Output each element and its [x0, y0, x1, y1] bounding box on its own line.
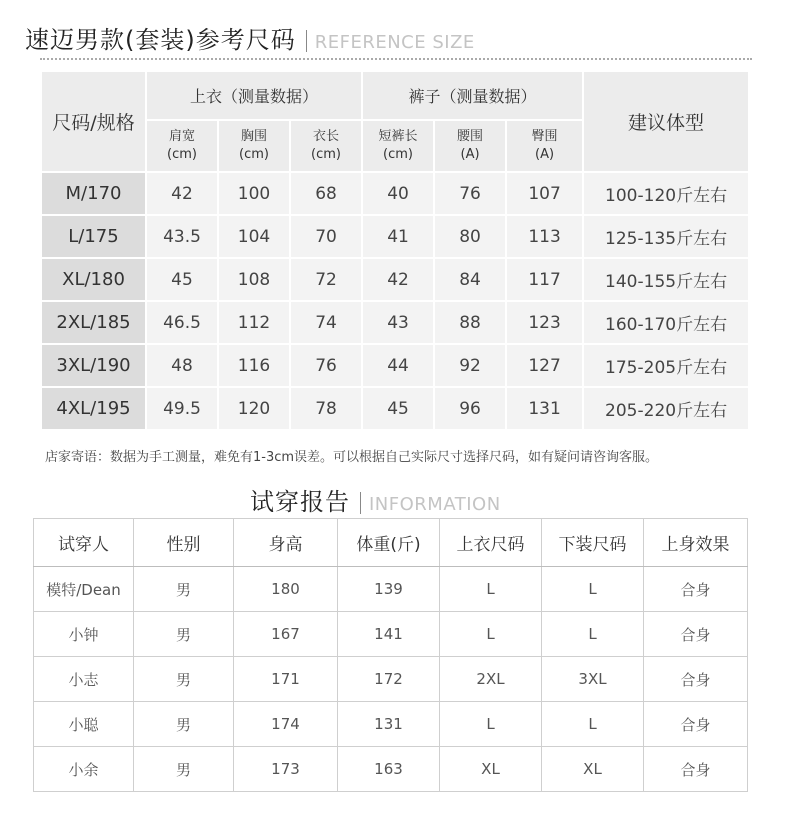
size-row: [42, 173, 748, 214]
value-cell: 72: [291, 259, 361, 300]
sub-header: 胸围 (cm): [219, 121, 289, 171]
body-type-cell: 160-170斤左右: [584, 302, 748, 343]
value-cell: 88: [435, 302, 505, 343]
value-cell: 42: [363, 259, 433, 300]
report-row: [34, 747, 748, 792]
report-cell: 男: [134, 612, 234, 657]
value-cell: 84: [435, 259, 505, 300]
size-row: [42, 302, 748, 343]
size-chart-table: [40, 70, 738, 431]
reference-size-title: [25, 20, 475, 55]
report-header: 试穿人: [34, 519, 134, 567]
body-type-cell: 175-205斤左右: [584, 345, 748, 386]
size-cell: 3XL/190: [42, 345, 145, 386]
report-row: [34, 567, 748, 612]
title-divider: [360, 492, 361, 514]
title-divider: [306, 30, 307, 52]
size-header: 尺码/规格: [42, 72, 145, 171]
value-cell: 104: [219, 216, 289, 257]
value-cell: 123: [507, 302, 582, 343]
report-header: 上身效果: [644, 519, 748, 567]
value-cell: 76: [435, 173, 505, 214]
report-cell: L: [440, 567, 542, 612]
value-cell: 48: [147, 345, 217, 386]
body-type-cell: 140-155斤左右: [584, 259, 748, 300]
tester-name: 小余: [34, 747, 134, 792]
size-cell: 2XL/185: [42, 302, 145, 343]
reference-title-en: REFERENCE SIZE: [314, 32, 475, 53]
value-cell: 40: [363, 173, 433, 214]
value-cell: 44: [363, 345, 433, 386]
report-row: [34, 702, 748, 747]
report-cell: 3XL: [542, 657, 644, 702]
value-cell: 120: [219, 388, 289, 429]
size-row: [42, 259, 748, 300]
size-row: [42, 345, 748, 386]
report-cell: L: [440, 612, 542, 657]
value-cell: 131: [507, 388, 582, 429]
report-cell: 合身: [644, 567, 748, 612]
report-cell: 180: [234, 567, 338, 612]
size-row: [42, 216, 748, 257]
report-cell: 131: [338, 702, 440, 747]
value-cell: 108: [219, 259, 289, 300]
size-cell: XL/180: [42, 259, 145, 300]
value-cell: 113: [507, 216, 582, 257]
report-cell: 139: [338, 567, 440, 612]
sub-header: 臀围 (A): [507, 121, 582, 171]
sub-header: 短裤长 (cm): [363, 121, 433, 171]
report-cell: L: [542, 702, 644, 747]
fitting-report-table: [33, 518, 747, 792]
value-cell: 68: [291, 173, 361, 214]
information-title-zh: 试穿报告: [250, 488, 350, 516]
value-cell: 78: [291, 388, 361, 429]
report-header: 性别: [134, 519, 234, 567]
value-cell: 100: [219, 173, 289, 214]
value-cell: 76: [291, 345, 361, 386]
report-header: 体重(斤): [338, 519, 440, 567]
report-cell: 男: [134, 747, 234, 792]
pants-group-header: 裤子（测量数据）: [363, 72, 582, 119]
report-row: [34, 612, 748, 657]
tester-name: 模特/Dean: [34, 567, 134, 612]
value-cell: 43: [363, 302, 433, 343]
value-cell: 45: [363, 388, 433, 429]
value-cell: 42: [147, 173, 217, 214]
report-cell: 合身: [644, 612, 748, 657]
value-cell: 49.5: [147, 388, 217, 429]
report-cell: XL: [542, 747, 644, 792]
value-cell: 43.5: [147, 216, 217, 257]
size-cell: 4XL/195: [42, 388, 145, 429]
report-cell: 合身: [644, 702, 748, 747]
report-cell: 男: [134, 657, 234, 702]
size-row: [42, 388, 748, 429]
tester-name: 小聪: [34, 702, 134, 747]
report-cell: 167: [234, 612, 338, 657]
body-type-cell: 125-135斤左右: [584, 216, 748, 257]
report-cell: L: [542, 612, 644, 657]
report-cell: 男: [134, 702, 234, 747]
report-cell: 172: [338, 657, 440, 702]
report-cell: 合身: [644, 747, 748, 792]
sub-header: 肩宽 (cm): [147, 121, 217, 171]
sub-header: 衣长 (cm): [291, 121, 361, 171]
body-type-header: 建议体型: [584, 72, 748, 171]
value-cell: 112: [219, 302, 289, 343]
value-cell: 80: [435, 216, 505, 257]
tester-name: 小钟: [34, 612, 134, 657]
report-cell: 141: [338, 612, 440, 657]
value-cell: 46.5: [147, 302, 217, 343]
report-header: 下装尺码: [542, 519, 644, 567]
report-cell: 合身: [644, 657, 748, 702]
shop-note: 店家寄语：数据为手工测量，难免有1-3cm误差。可以根据自己实际尺寸选择尺码，如有疑问请咨询客服。: [45, 450, 659, 465]
report-cell: 174: [234, 702, 338, 747]
body-type-cell: 100-120斤左右: [584, 173, 748, 214]
report-header: 上衣尺码: [440, 519, 542, 567]
value-cell: 117: [507, 259, 582, 300]
tester-name: 小志: [34, 657, 134, 702]
value-cell: 92: [435, 345, 505, 386]
size-cell: L/175: [42, 216, 145, 257]
value-cell: 70: [291, 216, 361, 257]
report-cell: XL: [440, 747, 542, 792]
report-cell: L: [542, 567, 644, 612]
information-title-en: INFORMATION: [369, 494, 501, 515]
body-type-cell: 205-220斤左右: [584, 388, 748, 429]
reference-title-zh: 速迈男款(套装)参考尺码: [25, 26, 296, 54]
dotted-divider: [40, 58, 752, 60]
report-cell: L: [440, 702, 542, 747]
report-row: [34, 657, 748, 702]
value-cell: 127: [507, 345, 582, 386]
information-title: [250, 482, 501, 517]
report-cell: 男: [134, 567, 234, 612]
size-cell: M/170: [42, 173, 145, 214]
report-header: 身高: [234, 519, 338, 567]
report-header-row: [34, 519, 748, 567]
top-group-header: 上衣（测量数据）: [147, 72, 361, 119]
report-cell: 173: [234, 747, 338, 792]
value-cell: 74: [291, 302, 361, 343]
value-cell: 41: [363, 216, 433, 257]
sub-header: 腰围 (A): [435, 121, 505, 171]
report-cell: 171: [234, 657, 338, 702]
value-cell: 96: [435, 388, 505, 429]
value-cell: 107: [507, 173, 582, 214]
report-cell: 2XL: [440, 657, 542, 702]
value-cell: 45: [147, 259, 217, 300]
report-cell: 163: [338, 747, 440, 792]
value-cell: 116: [219, 345, 289, 386]
